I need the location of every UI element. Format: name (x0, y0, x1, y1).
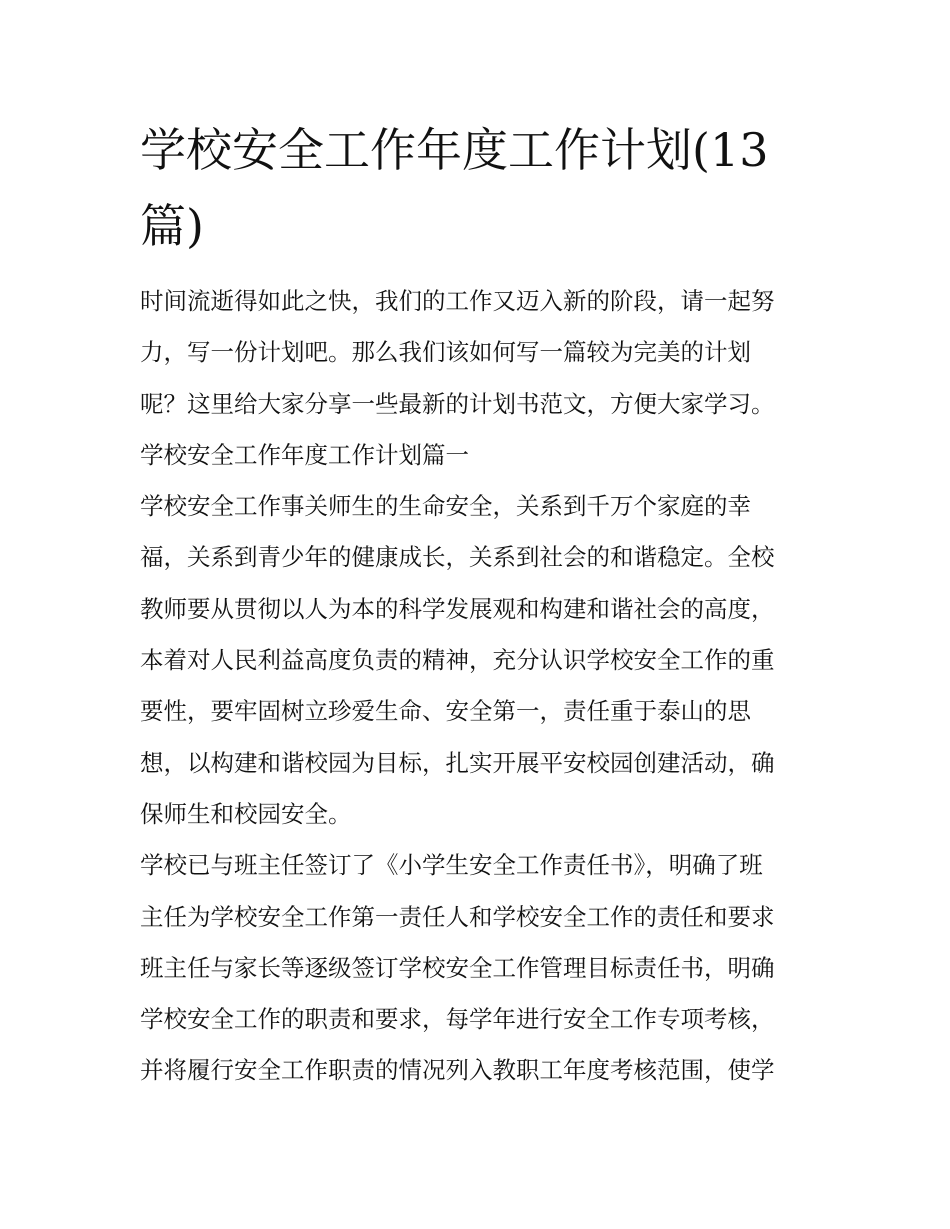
text-line: 想，以构建和谐校园为目标，扎实开展平安校园创建活动，确 (140, 748, 775, 777)
text-line: 呢？这里给大家分享一些最新的计划书范文，方便大家学习。 (140, 389, 775, 418)
document-page (140, 112, 812, 1097)
text-line: 力，写一份计划吧。那么我们该如何写一篇较为完美的计划 (140, 338, 751, 367)
text-line: 主任为学校安全工作第一责任人和学校安全工作的责任和要求 (140, 902, 775, 931)
section-heading (140, 430, 812, 481)
title-line: 篇) (140, 199, 204, 253)
intro-paragraph (140, 276, 812, 430)
heading-text: 学校安全工作年度工作计划篇一 (140, 440, 469, 469)
text-line: 学校安全工作事关师生的生命安全，关系到千万个家庭的幸 (140, 492, 751, 521)
body-paragraph-2 (140, 840, 812, 1096)
text-line: 福，关系到青少年的健康成长，关系到社会的和谐稳定。全校 (140, 543, 775, 572)
title-line: 学校安全工作年度工作计划(13 (140, 123, 769, 177)
text-line: 学校安全工作的职责和要求，每学年进行安全工作专项考核， (140, 1005, 775, 1034)
body-paragraph-1 (140, 481, 812, 840)
text-line: 本着对人民利益高度负责的精神，充分认识学校安全工作的重 (140, 646, 775, 675)
text-line: 要性，要牢固树立珍爱生命、安全第一，责任重于泰山的思 (140, 697, 751, 726)
text-line: 时间流逝得如此之快，我们的工作又迈入新的阶段，请一起努 (140, 287, 775, 315)
document-title (140, 112, 812, 264)
text-line: 保师生和校园安全。 (140, 799, 352, 828)
text-line: 班主任与家长等逐级签订学校安全工作管理目标责任书，明确 (140, 953, 775, 982)
text-line: 教师要从贯彻以人为本的科学发展观和构建和谐社会的高度， (140, 594, 775, 623)
text-line: 并将履行安全工作职责的情况列入教职工年度考核范围，使学 (140, 1056, 775, 1085)
text-line: 学校已与班主任签订了《小学生安全工作责任书》，明确了班 (140, 851, 763, 880)
